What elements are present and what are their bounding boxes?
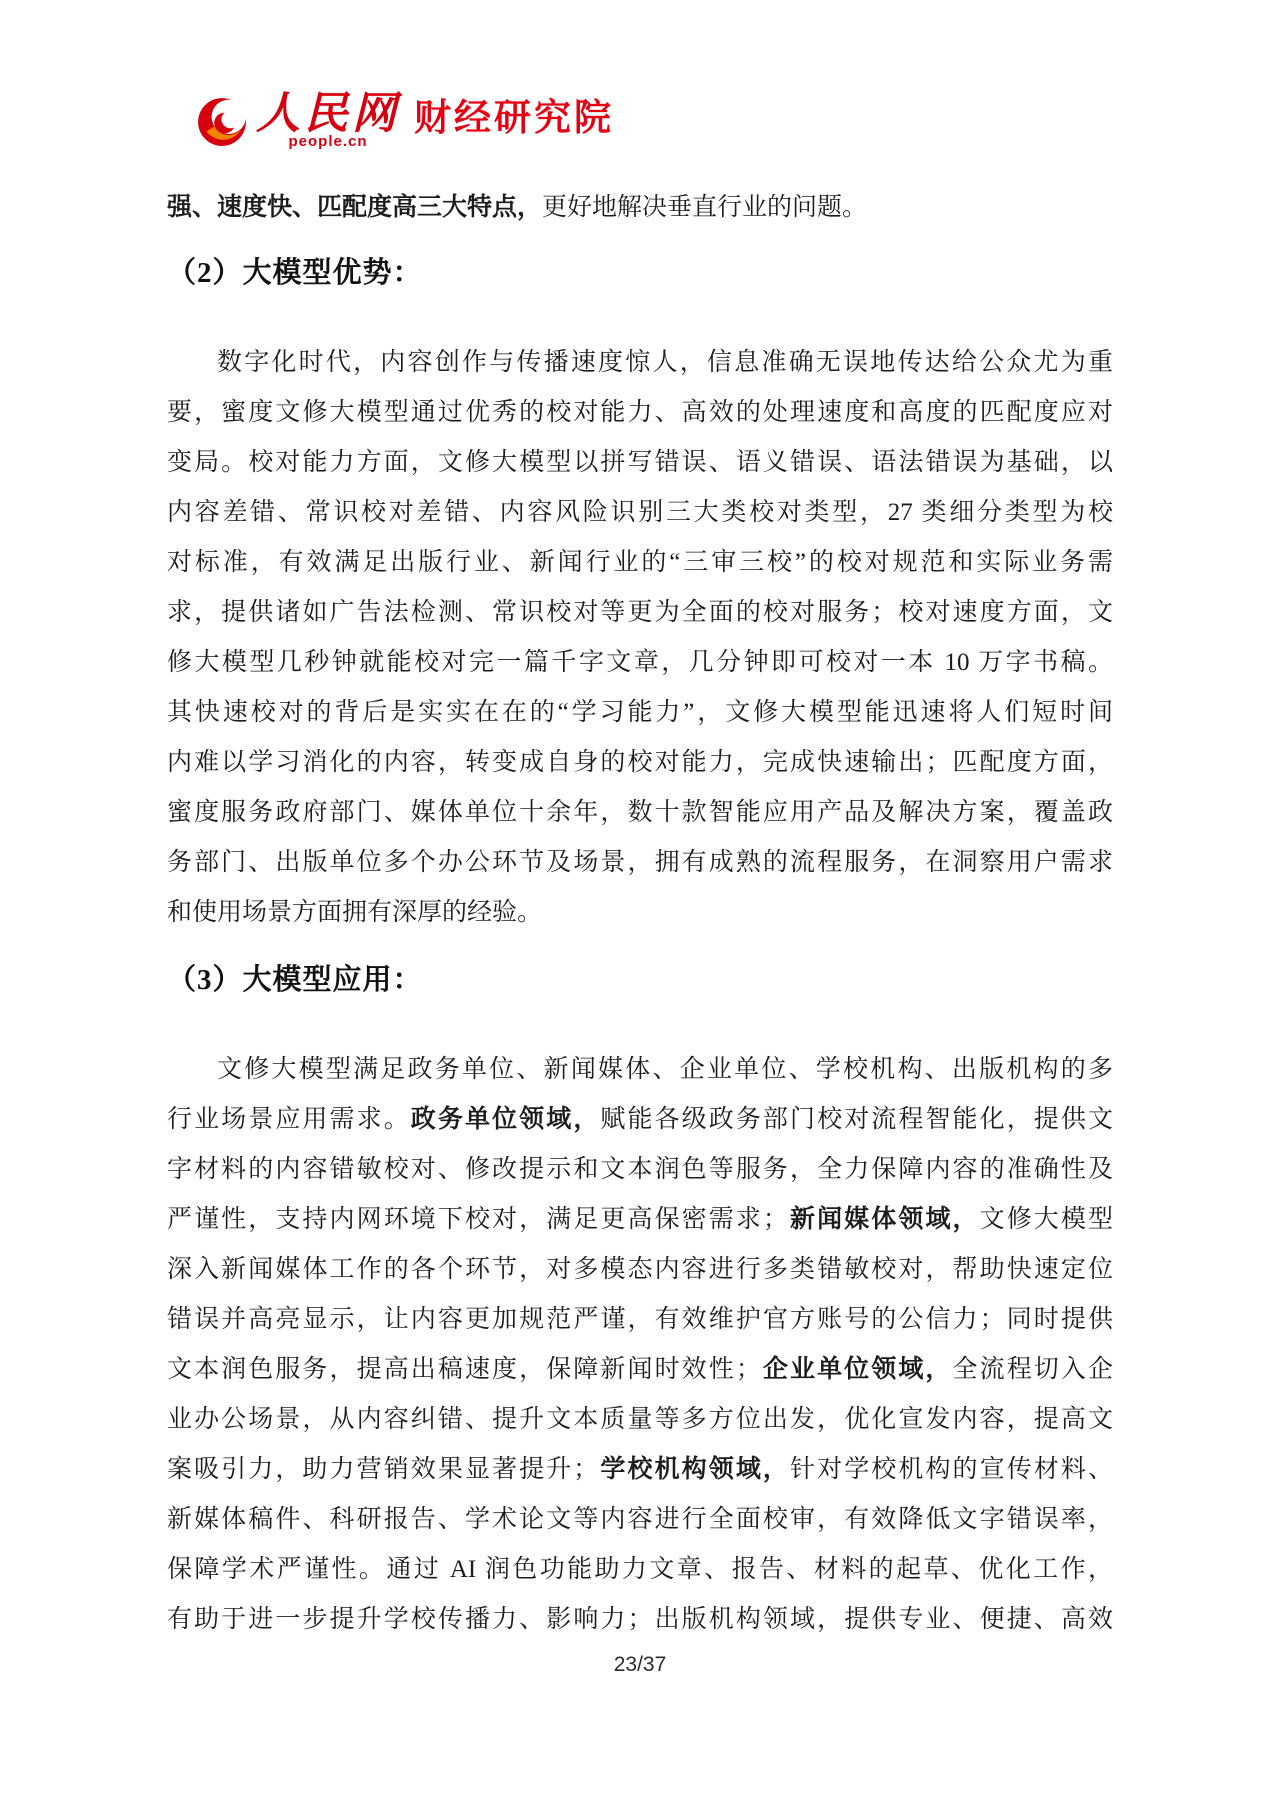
text-line: [167, 183, 1113, 233]
body-text: 赋能各级政务部门校对流程智能化，提供文: [600, 1106, 1113, 1133]
text-line: [167, 1295, 1113, 1345]
body-text: 严谨性，支持内网环境下校对，满足更高保密需求；: [167, 1206, 788, 1233]
text-line: [167, 1595, 1113, 1645]
section-heading: （3）大模型应用：: [167, 964, 423, 996]
body-text: 务部门、出版单位多个办公环节及场景，拥有成熟的流程服务，在洞察用户需求: [167, 849, 1113, 876]
body-text: 行业场景应用需求。: [167, 1106, 411, 1133]
text-line: [167, 1245, 1113, 1295]
emphasis-text: 强、速度快、匹配度高三大特点，: [167, 194, 543, 221]
text-line: [167, 388, 1113, 438]
emphasis-text: 学校机构领域，: [598, 1456, 791, 1483]
body-text: 修大模型几秒钟就能校对完一篇千字文章，几分钟即可校对一本 10 万字书稿。: [167, 649, 1113, 676]
people-cn-swirl-icon: [196, 96, 248, 148]
brand-name: 人民网: [256, 89, 400, 138]
text-line: [167, 838, 1113, 888]
emphasis-text: 新闻媒体领域，: [787, 1206, 980, 1233]
body-text: 深入新闻媒体工作的各个环节，对多模态内容进行多类错敏校对，帮助快速定位: [167, 1256, 1113, 1283]
paragraph: [167, 183, 1113, 233]
text-line: [167, 438, 1113, 488]
body-text: 变局。校对能力方面，文修大模型以拼写错误、语义错误、语法错误为基础，以: [167, 449, 1113, 476]
body-text: 保障学术严谨性。通过 AI 润色功能助力文章、报告、材料的起草、优化工作，: [167, 1556, 1113, 1583]
text-line: [167, 1545, 1113, 1595]
body-text: 内难以学习消化的内容，转变成自身的校对能力，完成快速输出；匹配度方面，: [167, 749, 1113, 776]
body-text: 和使用场景方面拥有深厚的经验。: [167, 899, 543, 926]
body-text: 数字化时代，内容创作与传播速度惊人，信息准确无误地传达给公众尤为重: [217, 349, 1113, 376]
text-line: [167, 1195, 1113, 1245]
body-text: 字材料的内容错敏校对、修改提示和文本润色等服务，全力保障内容的准确性及: [167, 1156, 1113, 1183]
page-number: 23/37: [613, 1653, 667, 1676]
text-line: [167, 538, 1113, 588]
brand-block: [256, 89, 400, 150]
body-text: 业办公场景，从内容纠错、提升文本质量等多方位出发，优化宣发内容，提高文: [167, 1406, 1113, 1433]
text-line: [167, 1045, 1113, 1095]
institute-name: 财经研究院: [414, 97, 614, 138]
section-heading: （2）大模型优势：: [167, 257, 423, 289]
text-line: [167, 1145, 1113, 1195]
body-text: 新媒体稿件、科研报告、学术论文等内容进行全面校审，有效降低文字错误率，: [167, 1506, 1113, 1533]
body-text: 更好地解决垂直行业的问题。: [542, 194, 868, 221]
text-line: [167, 1345, 1113, 1395]
text-line: [167, 338, 1113, 388]
paragraph: [167, 338, 1113, 938]
body-text: 求，提供诸如广告法检测、常识校对等更为全面的校对服务；校对速度方面，文: [167, 599, 1113, 626]
body-text: 文修大模型: [979, 1206, 1113, 1233]
text-line: [167, 688, 1113, 738]
body-text: 有助于进一步提升学校传播力、影响力；出版机构领域，提供专业、便捷、高效: [167, 1606, 1113, 1633]
text-line: [167, 1445, 1113, 1495]
body-text: 文修大模型满足政务单位、新闻媒体、企业单位、学校机构、出版机构的多: [217, 1056, 1113, 1083]
body-text: 蜜度服务政府部门、媒体单位十余年，数十款智能应用产品及解决方案，覆盖政: [167, 799, 1113, 826]
body-text: 全流程切入企: [952, 1356, 1113, 1383]
text-line: [167, 888, 1113, 938]
header-logo: [196, 89, 614, 150]
document-body: [167, 150, 1113, 1645]
emphasis-text: 政务单位领域，: [410, 1106, 601, 1133]
body-text: 案吸引力，助力营销效果显著提升；: [167, 1456, 599, 1483]
text-line: [167, 1095, 1113, 1145]
paragraph: [167, 1045, 1113, 1645]
body-text: 要，蜜度文修大模型通过优秀的校对能力、高效的处理速度和高度的匹配度应对: [167, 399, 1113, 426]
text-line: [167, 638, 1113, 688]
body-text: 对标准，有效满足出版行业、新闻行业的“三审三校”的校对规范和实际业务需: [167, 549, 1113, 576]
brand-domain: people.cn: [288, 133, 368, 150]
emphasis-text: 企业单位领域，: [760, 1356, 953, 1383]
body-text: 错误并高亮显示，让内容更加规范严谨，有效维护官方账号的公信力；同时提供: [167, 1306, 1113, 1333]
text-line: [167, 1495, 1113, 1545]
text-line: [167, 788, 1113, 838]
text-line: [167, 588, 1113, 638]
body-text: 针对学校机构的宣传材料、: [790, 1456, 1113, 1483]
text-line: [167, 738, 1113, 788]
body-text: 其快速校对的背后是实实在在的“学习能力”，文修大模型能迅速将人们短时间: [167, 699, 1113, 726]
text-line: [167, 488, 1113, 538]
body-text: 内容差错、常识校对差错、内容风险识别三大类校对类型，27 类细分类型为校: [167, 499, 1113, 526]
text-line: [167, 1395, 1113, 1445]
body-text: 文本润色服务，提高出稿速度，保障新闻时效性；: [167, 1356, 761, 1383]
